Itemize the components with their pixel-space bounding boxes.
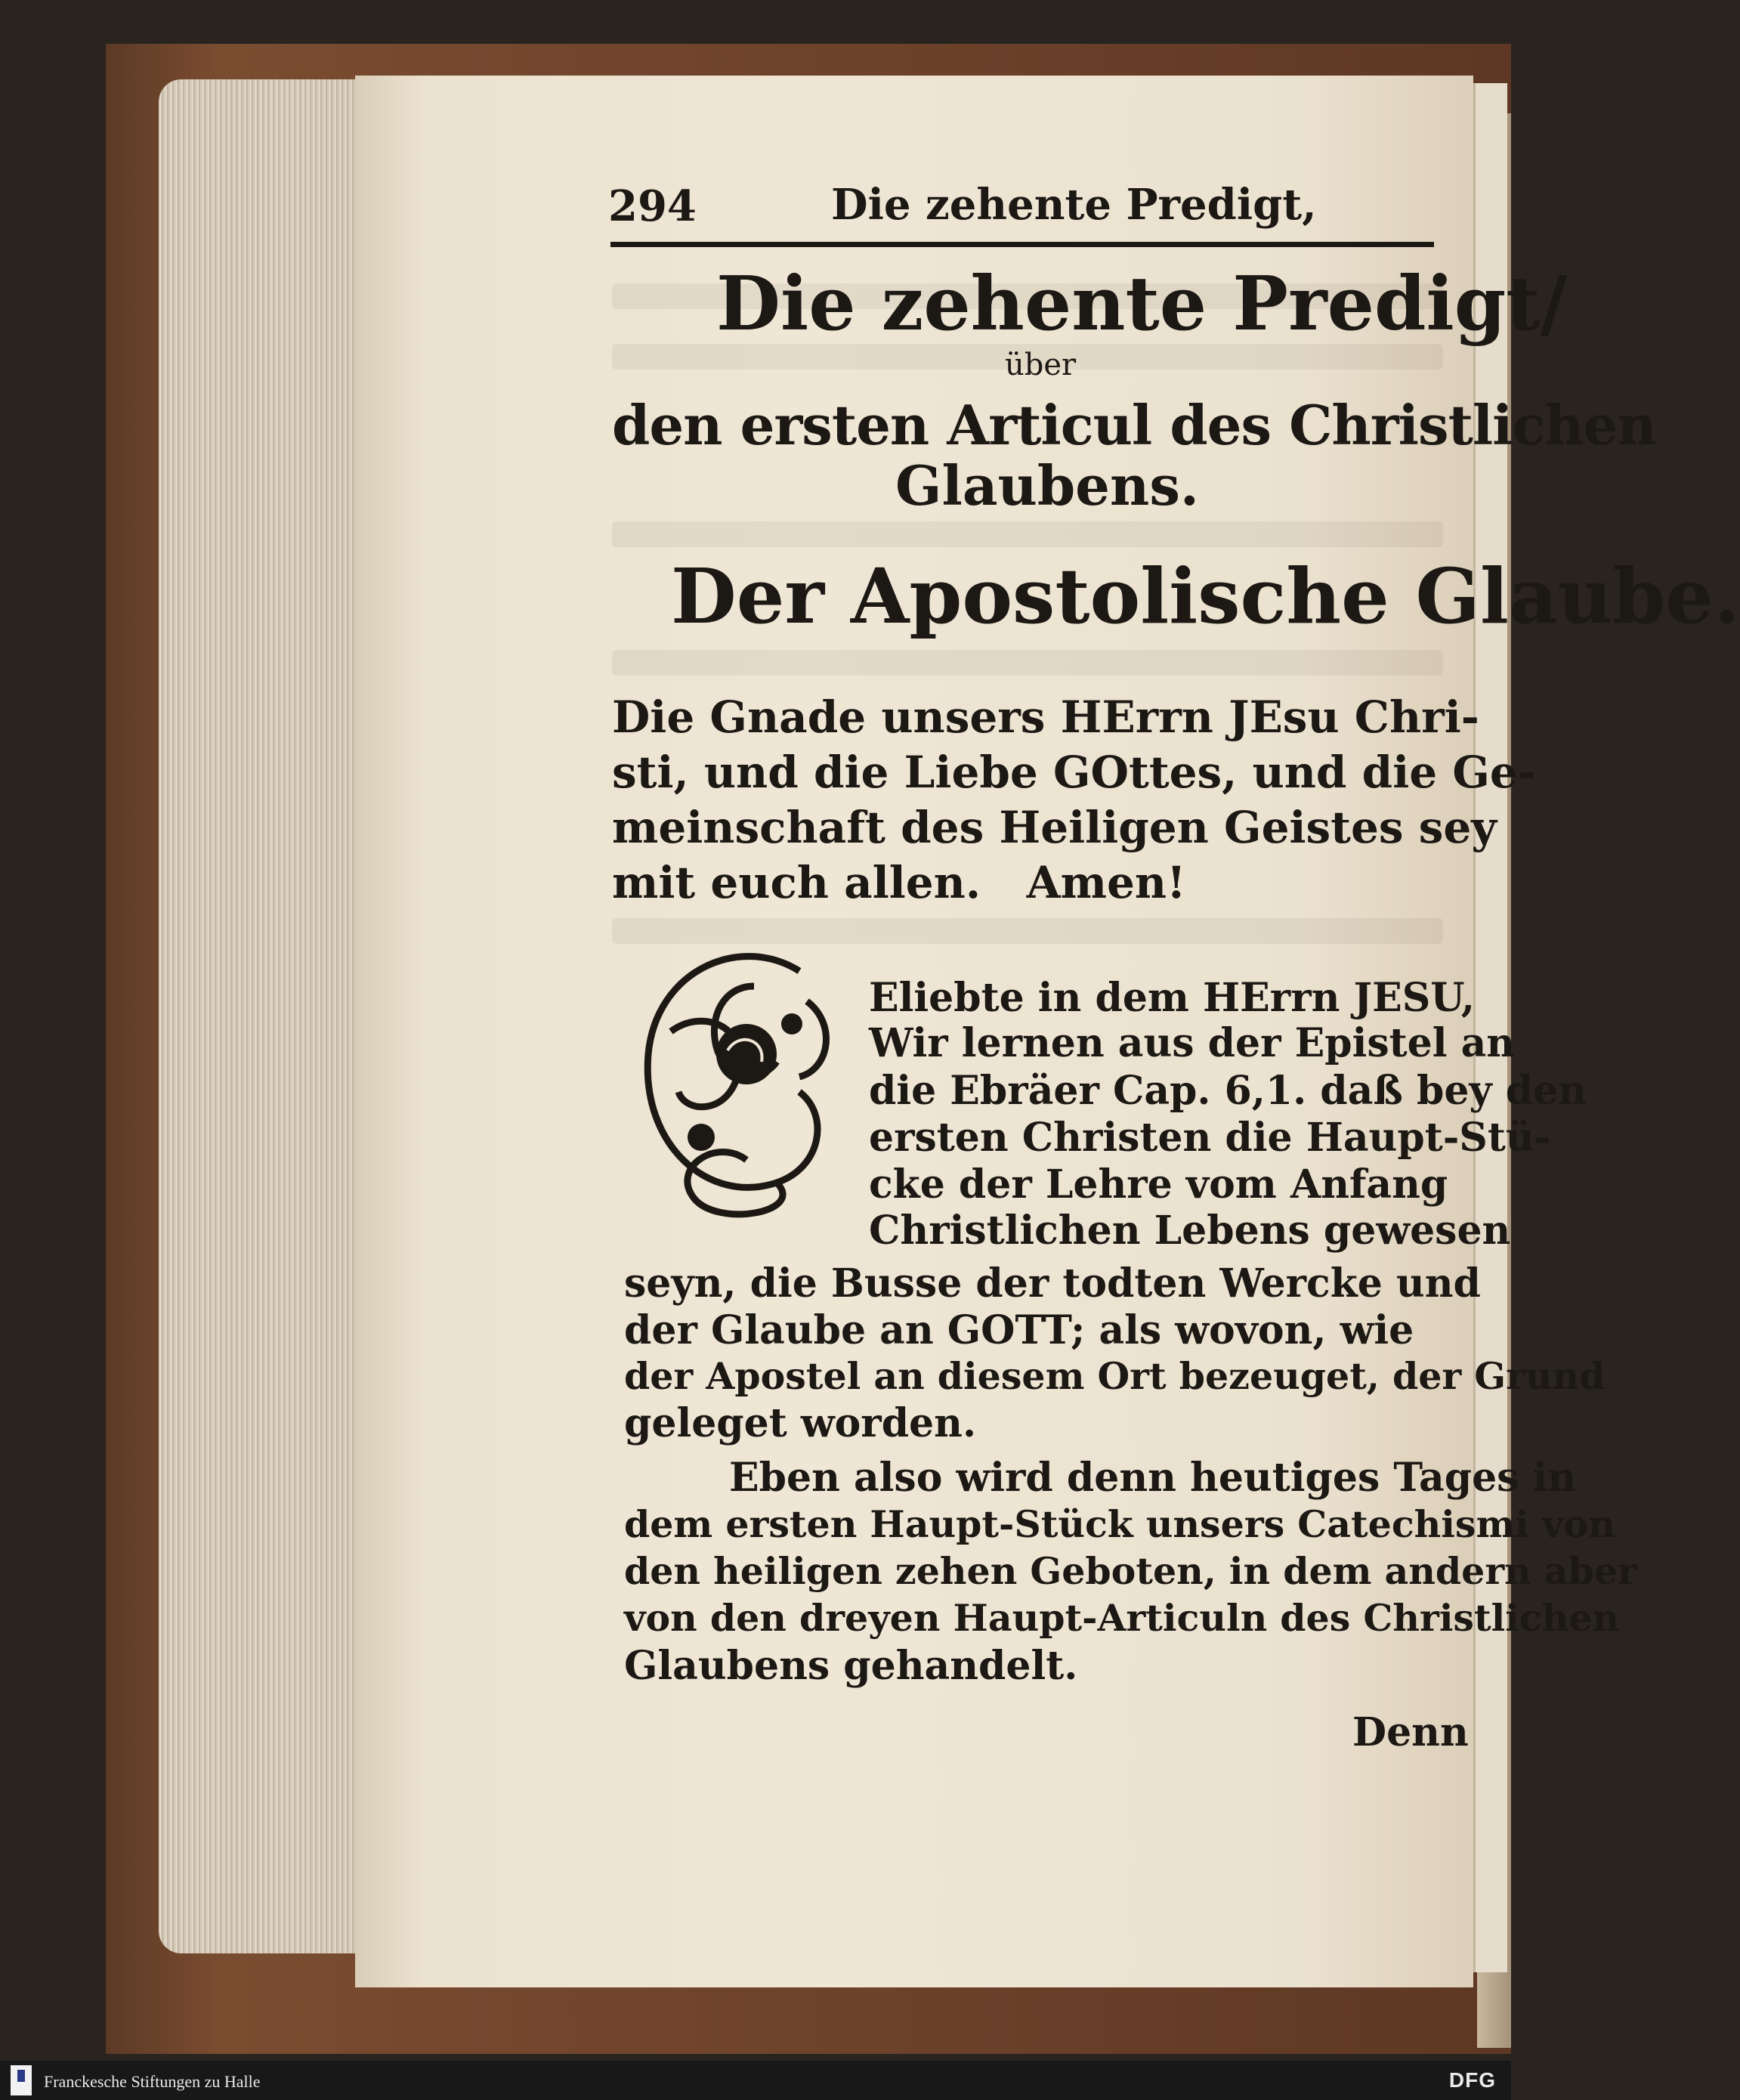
bleed-through <box>612 650 1443 676</box>
prayer-line: meinschaft des Heiligen Geistes sey <box>612 802 1497 853</box>
institution-name: Franckesche Stiftungen zu Halle <box>44 2072 261 2091</box>
body-line: Wir lernen aus der Epistel an <box>869 1020 1516 1066</box>
body-line: von den dreyen Haupt-Articuln des Christlichen <box>624 1596 1620 1640</box>
bleed-through <box>612 918 1443 944</box>
decorated-initial-icon <box>626 941 845 1224</box>
body-line: Eliebte in dem HErrn JESU, <box>869 975 1475 1021</box>
body-line: geleget worden. <box>624 1400 977 1446</box>
sermon-title: Die zehente Predigt/ <box>716 261 1568 348</box>
page-number: 294 <box>608 181 697 231</box>
page-edges <box>159 79 370 1953</box>
body-line: cke der Lehre vom Anfang <box>869 1161 1448 1208</box>
body-line: die Ebräer Cap. 6,1. daß bey den <box>869 1068 1587 1114</box>
dfg-logo: DFG <box>1448 2068 1496 2092</box>
body-line: der Apostel an diesem Ort bezeuget, der Grund <box>624 1354 1606 1398</box>
prayer-line: Die Gnade unsers HErrn JEsu Chri- <box>612 691 1479 743</box>
sermon-subtitle-line1: den ersten Articul des Christlichen <box>612 393 1656 457</box>
catchword: Denn <box>1352 1709 1469 1755</box>
body-line: der Glaube an GOTT; als wovon, wie <box>624 1307 1414 1353</box>
running-title: Die zehente Predigt, <box>831 180 1317 230</box>
body-line: dem ersten Haupt-Stück unsers Catechismi von <box>624 1502 1615 1546</box>
title-over: über <box>1005 348 1077 382</box>
section-heading: Der Apostolische Glaube. <box>671 552 1740 641</box>
body-line: ersten Christen die Haupt-Stü- <box>869 1115 1551 1161</box>
sermon-subtitle-line2: Glaubens. <box>895 453 1199 518</box>
header-rule <box>610 242 1434 247</box>
bleed-through <box>612 521 1443 547</box>
body-line: seyn, die Busse der todten Wercke und <box>624 1260 1481 1307</box>
body-line: den heiligen zehen Geboten, in dem andern aber <box>624 1549 1637 1593</box>
prayer-line: sti, und die Liebe GOttes, und die Ge- <box>612 747 1536 798</box>
body-line: Glaubens gehandelt. <box>624 1643 1078 1689</box>
institution-logo-icon <box>11 2065 32 2095</box>
body-line: Christlichen Lebens gewesen <box>869 1208 1511 1254</box>
body-line: Eben also wird denn heutiges Tages in <box>729 1455 1577 1501</box>
prayer-line: mit euch allen. Amen! <box>612 857 1186 908</box>
